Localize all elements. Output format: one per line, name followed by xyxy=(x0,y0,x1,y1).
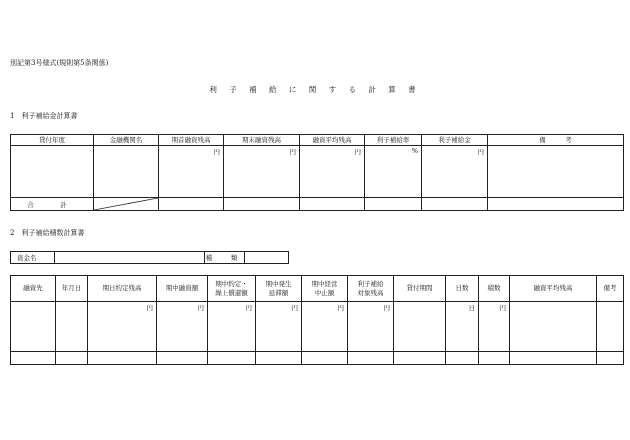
total-remarks[interactable] xyxy=(597,352,624,365)
cell-remarks[interactable] xyxy=(597,302,624,352)
cell-remarks[interactable] xyxy=(488,146,624,198)
form-label: 別記第3号様式(規則第5条関係) xyxy=(10,59,109,67)
cell-average-balance[interactable] xyxy=(510,302,597,352)
unit-day[interactable]: 日 xyxy=(446,302,479,352)
total-product[interactable] xyxy=(479,352,510,365)
header-borrower: 融資先 xyxy=(11,276,56,302)
table-row xyxy=(11,302,624,352)
total-average-balance[interactable] xyxy=(510,352,597,365)
total-loan-period[interactable] xyxy=(394,352,446,365)
fund-name-field[interactable] xyxy=(55,252,205,264)
fund-info-table xyxy=(10,251,289,264)
total-repayment-amount[interactable] xyxy=(208,352,256,365)
unit-yen[interactable]: 円 xyxy=(157,302,208,352)
header-remarks: 備考 xyxy=(597,276,624,302)
unit-yen[interactable]: 円 xyxy=(256,302,302,352)
total-closing-balance[interactable] xyxy=(224,198,300,211)
unit-yen[interactable]: 円 xyxy=(348,302,394,352)
header-discontinued-amount: 期中経営 中止額 xyxy=(302,276,348,302)
total-overdue-amount[interactable] xyxy=(256,352,302,365)
section1-heading: 1 利子補給金計算書 xyxy=(10,112,78,120)
table-header-row xyxy=(11,135,624,146)
total-average-balance[interactable] xyxy=(300,198,365,211)
cell-date[interactable] xyxy=(56,302,88,352)
diagonal-line xyxy=(94,198,158,210)
cell-borrower[interactable] xyxy=(11,302,56,352)
header-average-balance: 融資平均残高 xyxy=(510,276,597,302)
header-loan-period: 貸付期間 xyxy=(394,276,446,302)
unit-yen[interactable]: 円 xyxy=(224,146,300,198)
header-subsidy-amount: 利子補給金 xyxy=(422,135,488,146)
cell-loan-year[interactable] xyxy=(11,146,94,198)
kind-label: 種 類 xyxy=(205,252,245,264)
unit-yen[interactable]: 円 xyxy=(208,302,256,352)
total-eligible-balance[interactable] xyxy=(348,352,394,365)
total-borrower[interactable] xyxy=(11,352,56,365)
kind-field[interactable] xyxy=(245,252,289,264)
header-loan-year: 貸付年度 xyxy=(11,135,94,146)
header-bank-name: 金融機関名 xyxy=(94,135,159,146)
header-loan-amount: 期中融資額 xyxy=(157,276,208,302)
total-remarks[interactable] xyxy=(488,198,624,211)
total-loan-amount[interactable] xyxy=(157,352,208,365)
header-subsidy-rate: 利子補給率 xyxy=(365,135,422,146)
unit-yen[interactable]: 円 xyxy=(422,146,488,198)
unit-yen[interactable]: 円 xyxy=(300,146,365,198)
header-eligible-balance: 利子補給 対象残高 xyxy=(348,276,394,302)
document-title: 利 子 補 給 に 関 す る 計 算 書 xyxy=(209,85,421,94)
total-row xyxy=(11,198,624,211)
header-opening-balance: 期首融資残高 xyxy=(159,135,224,146)
interest-subsidy-table xyxy=(10,134,624,211)
unit-yen[interactable]: 円 xyxy=(479,302,510,352)
diagonal-cell xyxy=(94,198,159,211)
total-date[interactable] xyxy=(56,352,88,365)
header-remarks: 備 考 xyxy=(488,135,624,146)
total-opening-balance[interactable] xyxy=(159,198,224,211)
total-row xyxy=(11,352,624,365)
header-product: 積数 xyxy=(479,276,510,302)
header-repayment-amount: 期中約定・ 繰上償還額 xyxy=(208,276,256,302)
unit-percent[interactable]: % xyxy=(365,146,422,198)
total-subsidy-rate[interactable] xyxy=(365,198,422,211)
total-discontinued-amount[interactable] xyxy=(302,352,348,365)
unit-yen[interactable]: 円 xyxy=(159,146,224,198)
header-date: 年月日 xyxy=(56,276,88,302)
total-days[interactable] xyxy=(446,352,479,365)
unit-yen[interactable]: 円 xyxy=(302,302,348,352)
header-closing-balance: 期末融資残高 xyxy=(224,135,300,146)
cell-loan-period[interactable] xyxy=(394,302,446,352)
header-overdue-amount: 期中発生 延滞額 xyxy=(256,276,302,302)
section2-heading: 2 利子補給積数計算書 xyxy=(10,229,85,237)
interest-product-table xyxy=(10,275,624,365)
cell-bank-name[interactable] xyxy=(94,146,159,198)
header-days: 日数 xyxy=(446,276,479,302)
fund-name-label: 資金名 xyxy=(11,252,55,264)
total-contract-balance[interactable] xyxy=(88,352,157,365)
total-label: 合 計 xyxy=(11,198,94,211)
total-subsidy-amount[interactable] xyxy=(422,198,488,211)
table-header-row xyxy=(11,276,624,302)
header-average-balance: 融資平均残高 xyxy=(300,135,365,146)
unit-yen[interactable]: 円 xyxy=(88,302,157,352)
header-contract-balance: 期日約定残高 xyxy=(88,276,157,302)
table-row xyxy=(11,146,624,198)
